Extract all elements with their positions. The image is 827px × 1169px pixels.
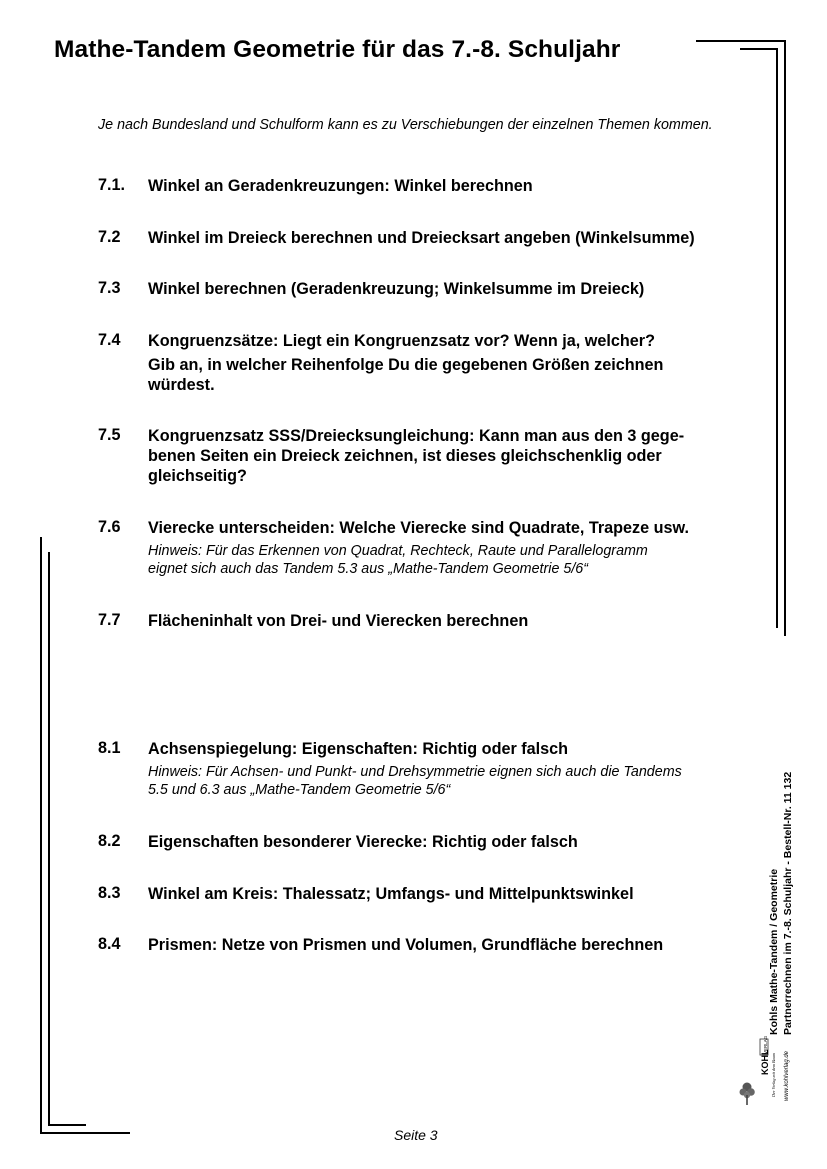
publisher-logo [738, 1035, 792, 1127]
hint-text: Hinweis: Für das Erkennen von Quadrat, Rechteck, Raute und Parallelogramm [148, 543, 648, 559]
item-number: 8.2 [98, 832, 121, 850]
item-text: Achsenspiegelung: Eigenschaften: Richtig oder falsch [148, 740, 569, 758]
item-text: benen Seiten ein Dreieck zeichnen, ist dieses gleichschenklig oder [148, 447, 662, 465]
hint-text: Hinweis: Für Achsen- und Punkt- und Drehsymmetrie eignen sich auch die Tandems [148, 764, 682, 780]
list-item [98, 279, 738, 299]
list-item [98, 426, 738, 486]
item-text: Winkel im Dreieck berechnen und Dreiecksart angeben (Winkelsumme) [148, 229, 695, 247]
page-number: Seite 3 [394, 1127, 438, 1143]
item-number: 8.4 [98, 935, 121, 953]
side-caption-line1: Kohls Mathe-Tandem / Geometrie [768, 868, 780, 1035]
item-text: Flächeninhalt von Drei- und Vierecken berechnen [148, 612, 529, 630]
item-number: 7.2 [98, 228, 121, 246]
frame-line [40, 537, 42, 1134]
list-item [98, 739, 738, 799]
item-text: Kongruenzsätze: Liegt ein Kongruenzsatz vor? Wenn ja, welcher? [148, 332, 655, 350]
item-text: Winkel an Geradenkreuzungen: Winkel berechnen [148, 177, 533, 195]
list-item [98, 518, 738, 578]
frame-line [48, 552, 50, 1126]
item-text: gleichseitig? [148, 467, 247, 485]
list-item [98, 228, 738, 248]
publisher-name: KOHL [760, 1049, 770, 1075]
frame-line [696, 40, 786, 42]
item-number: 7.4 [98, 331, 121, 349]
side-caption-line2: Partnerrechnen im 7.-8. Schuljahr - Bestell-Nr. 11 132 [782, 771, 794, 1035]
item-text: Vierecke unterscheiden: Welche Vierecke sind Quadrate, Trapeze usw. [148, 519, 690, 537]
frame-line [740, 48, 778, 50]
item-number: 8.3 [98, 884, 121, 902]
item-text: Eigenschaften besonderer Vierecke: Richtig oder falsch [148, 833, 578, 851]
list-item [98, 935, 738, 955]
hint-text: 5.5 und 6.3 aus „Mathe-Tandem Geometrie 5/6“ [148, 782, 451, 798]
list-item [98, 884, 738, 904]
item-number: 8.1 [98, 739, 121, 757]
frame-line [40, 1132, 130, 1134]
list-item [98, 176, 738, 196]
item-text: Gib an, in welcher Reihenfolge Du die gegebenen Größen zeichnen [148, 356, 664, 374]
item-text: würdest. [148, 376, 215, 394]
list-item [98, 832, 738, 852]
item-number: 7.3 [98, 279, 121, 297]
publisher-label: VERLAG [763, 1035, 768, 1054]
frame-line [48, 1124, 86, 1126]
tree-logo-icon [738, 1035, 792, 1127]
item-number: 7.1. [98, 176, 126, 194]
intro-note: Je nach Bundesland und Schulform kann es zu Verschiebungen der einzelnen Themen kommen. [98, 117, 713, 133]
item-number: 7.6 [98, 518, 121, 536]
publisher-slogan: Der Verlag mit dem Baum [771, 1053, 776, 1097]
list-item [98, 331, 738, 395]
publisher-url: www.kohlverlag.de [784, 1050, 790, 1101]
item-text: Prismen: Netze von Prismen und Volumen, Grundfläche berechnen [148, 936, 664, 954]
item-text: Winkel am Kreis: Thalessatz; Umfangs- und Mittelpunktswinkel [148, 885, 634, 903]
item-text: Winkel berechnen (Geradenkreuzung; Winkelsumme im Dreieck) [148, 280, 645, 298]
hint-text: eignet sich auch das Tandem 5.3 aus „Mathe-Tandem Geometrie 5/6“ [148, 561, 589, 577]
page-title: Mathe-Tandem Geometrie für das 7.-8. Schuljahr [54, 36, 621, 63]
item-number: 7.5 [98, 426, 121, 444]
list-item [98, 611, 738, 631]
frame-line [776, 48, 778, 628]
item-number: 7.7 [98, 611, 121, 629]
frame-line [784, 40, 786, 636]
item-text: Kongruenzsatz SSS/Dreiecksungleichung: Kann man aus den 3 gege- [148, 427, 685, 445]
